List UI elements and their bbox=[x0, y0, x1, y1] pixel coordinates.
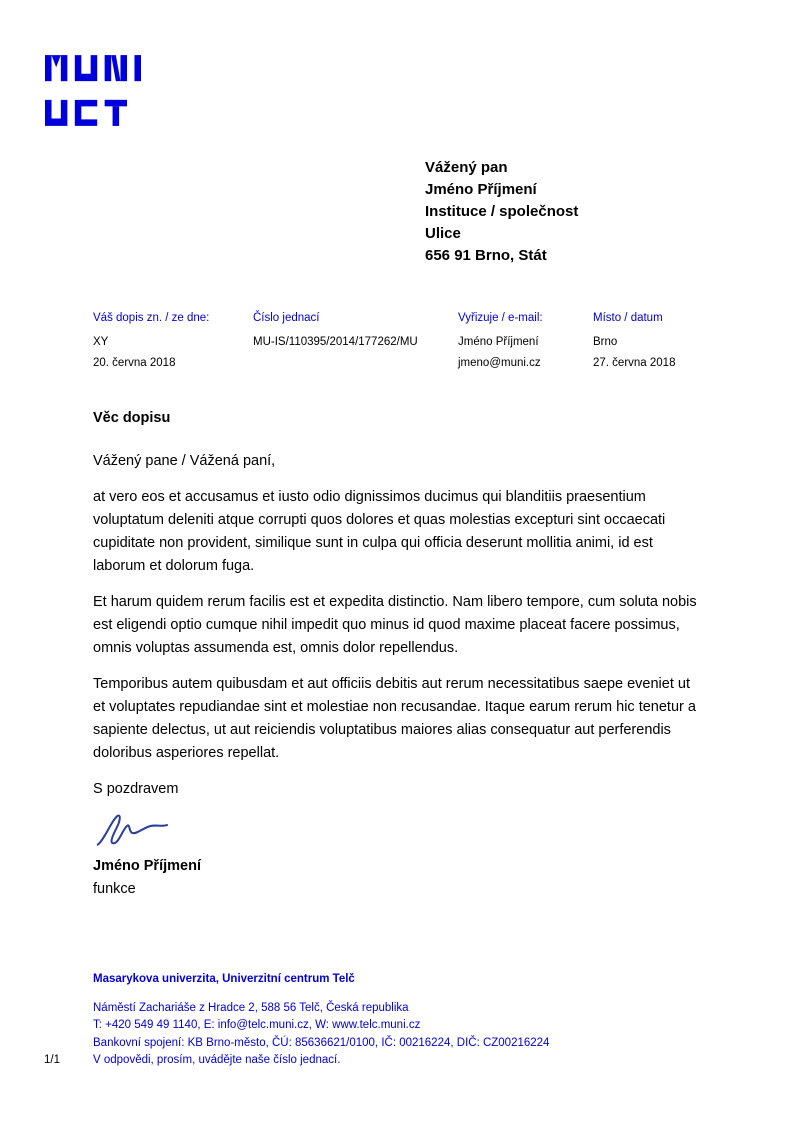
meta-col-your-ref bbox=[93, 308, 253, 374]
recipient-line-name: Jméno Příjmení bbox=[425, 181, 537, 198]
page-number: 1/1 bbox=[44, 1054, 60, 1066]
meta-label-handled-by: Vyřizuje / e-mail: bbox=[458, 312, 543, 324]
reference-meta bbox=[93, 308, 706, 374]
letter-closing: S pozdravem bbox=[93, 781, 179, 797]
signer-name: Jméno Příjmení bbox=[93, 858, 201, 874]
footer-organization: Masarykova univerzita, Univerzitní centrum Telč bbox=[93, 973, 355, 985]
footer-address: Náměstí Zachariáše z Hradce 2, 588 56 Telč, Česká republika bbox=[93, 1001, 409, 1014]
meta-col-handled-by bbox=[458, 308, 593, 374]
recipient-line-institution: Instituce / společnost bbox=[425, 203, 579, 220]
meta-col-place-date bbox=[593, 308, 706, 374]
meta-value-handler-email: jmeno@muni.cz bbox=[458, 357, 541, 369]
muni-logo bbox=[45, 55, 141, 131]
signer-role: funkce bbox=[93, 881, 136, 897]
meta-value-handler-name: Jméno Příjmení bbox=[458, 336, 539, 348]
meta-label-ref-number: Číslo jednací bbox=[253, 312, 320, 324]
meta-label-your-ref: Váš dopis zn. / ze dne: bbox=[93, 312, 210, 324]
meta-value-place: Brno bbox=[593, 336, 618, 348]
footer-contact: T: +420 549 49 1140, E: info@telc.muni.cz, W: www.telc.muni.cz bbox=[93, 1019, 421, 1031]
footer bbox=[93, 971, 549, 1070]
letter-paragraph: at vero eos et accusamus et iusto odio dignissimos ducimus qui blanditiis praesentium voluptatum deleniti atque corrupti quos dolores et quas molestias excepturi sint occaecati cupiditate non provident, similique sunt in culpa qui officia deserunt mollitia animi, id est laborum et dolorum fuga. bbox=[93, 489, 666, 574]
recipient-block bbox=[425, 157, 578, 267]
meta-value-your-ref-date: 20. června 2018 bbox=[93, 357, 176, 369]
recipient-line-salutation: Vážený pan bbox=[425, 159, 508, 176]
letter-body bbox=[93, 407, 706, 901]
meta-value-ref-number: MU-IS/110395/2014/177262/MU bbox=[253, 336, 418, 348]
letter-paragraph: Temporibus autem quibusdam et aut officiis debitis aut rerum necessitatibus saepe eveniet ut et voluptates repudiandae sint et molestiae non recusandae. Itaque earum rerum hic tenetur a sapiente delectus, ut aut reiciendis voluptatibus maiores alias consequatur aut perferendis doloribus asperiores repellat. bbox=[93, 676, 696, 761]
letter-paragraph: Et harum quidem rerum facilis est et expedita distinctio. Nam libero tempore, cum soluta nobis est eligendi optio cumque nihil impedit quo minus id quod maxime placeat facere possimus, omnis voluptas assumenda est, omnis dolor repellendus. bbox=[93, 594, 697, 656]
recipient-line-street: Ulice bbox=[425, 225, 461, 242]
letter-subject: Věc dopisu bbox=[93, 410, 171, 426]
footer-bank-info: Bankovní spojení: KB Brno-město, ČÚ: 85636621/0100, IČ: 00216224, DIČ: CZ00216224 bbox=[93, 1036, 550, 1049]
meta-label-place-date: Místo / datum bbox=[593, 312, 663, 324]
signature-image bbox=[95, 809, 177, 853]
meta-value-date: 27. června 2018 bbox=[593, 357, 676, 369]
muni-logo-mark bbox=[45, 55, 141, 126]
letter-salutation: Vážený pane / Vážená paní, bbox=[93, 453, 276, 469]
footer-note: V odpovědi, prosím, uvádějte naše číslo jednací. bbox=[93, 1054, 341, 1066]
meta-value-your-ref: XY bbox=[93, 336, 109, 348]
meta-col-ref-number bbox=[253, 308, 458, 374]
recipient-line-city: 656 91 Brno, Stát bbox=[425, 247, 547, 264]
